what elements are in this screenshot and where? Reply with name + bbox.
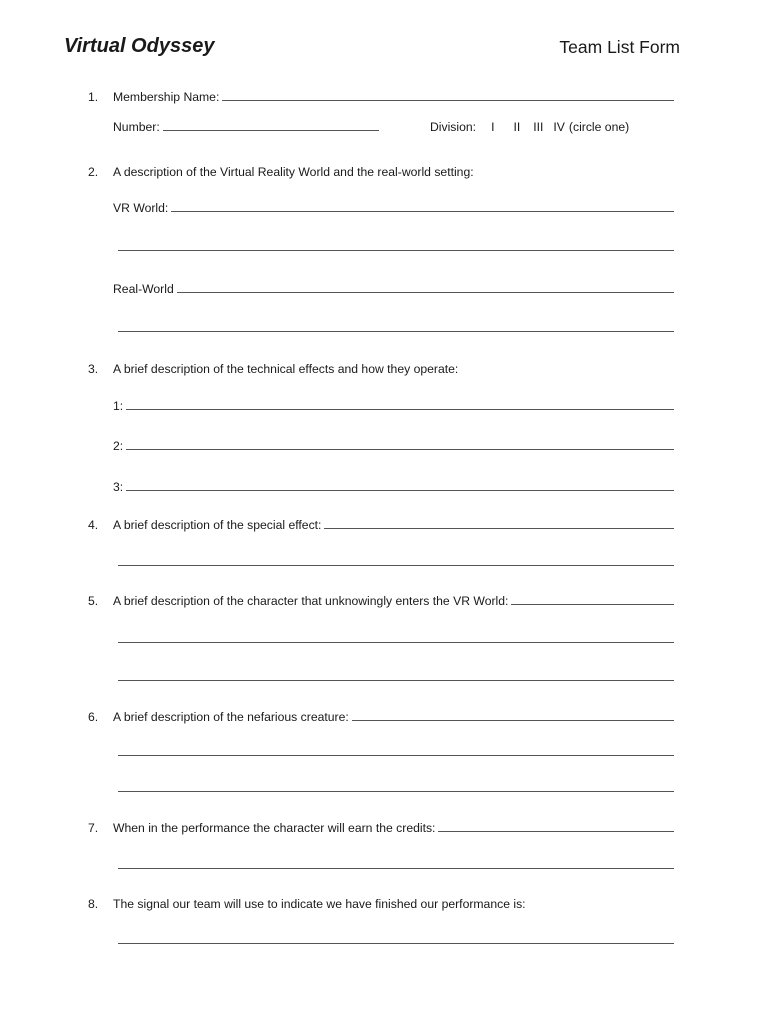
signal-line[interactable] — [118, 943, 674, 944]
character-field[interactable] — [113, 592, 674, 608]
creature-line[interactable] — [352, 720, 674, 721]
special-effect-line-2[interactable] — [118, 565, 674, 566]
membership-number-line[interactable] — [163, 130, 379, 131]
item-1-number: 1. — [88, 90, 99, 104]
division-option-i[interactable]: I — [491, 120, 495, 134]
vr-world-label: VR World: — [113, 201, 169, 215]
creature-label: A brief description of the nefarious creature: — [113, 710, 349, 724]
item-8-number: 8. — [88, 897, 99, 911]
credits-line[interactable] — [438, 831, 674, 832]
form-name: Team List Form — [559, 37, 680, 57]
item-5-number: 5. — [88, 594, 99, 608]
division-label: Division: — [430, 120, 477, 134]
item-3-label: A brief description of the technical effects and how they operate: — [113, 362, 459, 376]
membership-name-field[interactable] — [113, 88, 674, 104]
item-7-number: 7. — [88, 821, 99, 835]
effect-1-line[interactable] — [126, 409, 674, 410]
real-world-label: Real-World — [113, 282, 174, 296]
character-line[interactable] — [511, 604, 674, 605]
effect-3-label: 3: — [113, 480, 124, 494]
real-world-line[interactable] — [177, 292, 674, 293]
effect-3-line[interactable] — [126, 490, 674, 491]
form-title: Virtual Odyssey — [64, 35, 215, 57]
item-2-label: A description of the Virtual Reality World and the real-world setting: — [113, 165, 474, 179]
membership-number-field[interactable] — [113, 118, 379, 134]
credits-line-2[interactable] — [118, 868, 674, 869]
effect-2-line[interactable] — [126, 449, 674, 450]
effect-3-field[interactable] — [113, 478, 674, 494]
credits-field[interactable] — [113, 819, 674, 835]
membership-name-line[interactable] — [222, 100, 674, 101]
special-effect-line[interactable] — [324, 528, 674, 529]
effect-2-label: 2: — [113, 439, 124, 453]
creature-field[interactable] — [113, 708, 674, 724]
effect-2-field[interactable] — [113, 437, 674, 453]
membership-number-label: Number: — [113, 120, 160, 134]
effect-1-field[interactable] — [113, 397, 674, 413]
item-4-number: 4. — [88, 518, 99, 532]
division-option-iv[interactable]: IV — [553, 120, 565, 134]
vr-world-line[interactable] — [171, 211, 674, 212]
item-6-number: 6. — [88, 710, 99, 724]
division-option-iii[interactable]: III — [533, 120, 544, 134]
division-hint: (circle one) — [568, 120, 630, 134]
special-effect-field[interactable] — [113, 516, 674, 532]
creature-line-3[interactable] — [118, 791, 674, 792]
effect-1-label: 1: — [113, 399, 124, 413]
item-2-number: 2. — [88, 165, 99, 179]
credits-label: When in the performance the character will earn the credits: — [113, 821, 436, 835]
special-effect-label: A brief description of the special effect: — [113, 518, 322, 532]
item-3-number: 3. — [88, 362, 99, 376]
membership-name-label: Membership Name: — [113, 90, 220, 104]
character-line-3[interactable] — [118, 680, 674, 681]
real-world-field[interactable] — [113, 280, 674, 296]
real-world-line-2[interactable] — [118, 331, 674, 332]
item-8-label: The signal our team will use to indicate we have finished our performance is: — [113, 897, 526, 911]
vr-world-line-2[interactable] — [118, 250, 674, 251]
creature-line-2[interactable] — [118, 755, 674, 756]
character-line-2[interactable] — [118, 642, 674, 643]
division-selector — [430, 118, 629, 134]
character-label: A brief description of the character that unknowingly enters the VR World: — [113, 594, 509, 608]
vr-world-field[interactable] — [113, 199, 674, 215]
division-option-ii[interactable]: II — [513, 120, 521, 134]
